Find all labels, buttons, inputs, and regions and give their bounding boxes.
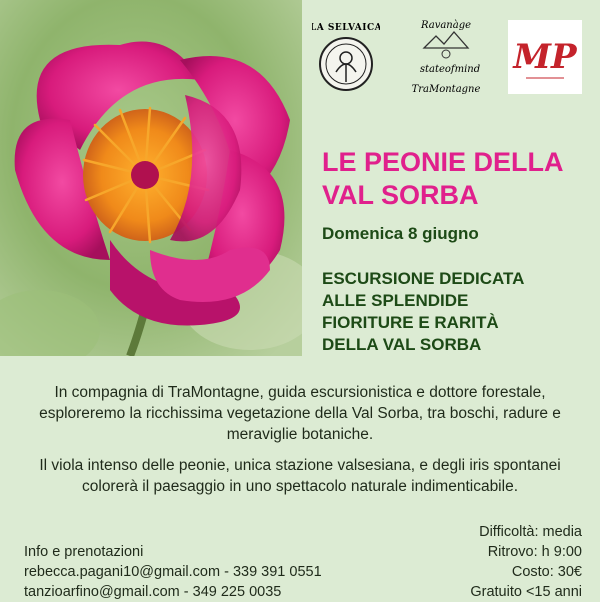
difficulty: Difficoltà: media bbox=[479, 524, 582, 540]
ravanage-logo-subtext: stateofmind bbox=[419, 64, 481, 75]
subtitle-line-4: DELLA VAL SORBA bbox=[322, 335, 482, 354]
event-date: Domenica 8 giugno bbox=[322, 224, 479, 243]
ravanage-logo-text: Ravanàge bbox=[420, 20, 472, 31]
peony-photo bbox=[0, 0, 302, 356]
subtitle-line-1: ESCURSIONE DEDICATA bbox=[322, 269, 525, 288]
contact-line-1: rebecca.pagani10@gmail.com - 339 391 0551 bbox=[24, 564, 322, 580]
event-details bbox=[470, 522, 582, 602]
contact-label: Info e prenotazioni bbox=[24, 544, 144, 560]
title-line-2: VAL SORBA bbox=[322, 180, 479, 210]
subtitle-line-2: ALLE SPLENDIDE bbox=[322, 291, 469, 310]
ravanage-logo bbox=[410, 14, 482, 100]
event-subtitle bbox=[322, 268, 592, 356]
contact-line-2: tanzioarfino@gmail.com - 349 225 0035 bbox=[24, 584, 282, 600]
meeting-time: Ritrovo: h 9:00 bbox=[487, 544, 582, 560]
mp-logo bbox=[508, 20, 582, 94]
title-line-1: LE PEONIE DELLA bbox=[322, 147, 564, 177]
peony-flower-illustration bbox=[0, 0, 302, 356]
mp-logo-text: MP bbox=[513, 37, 577, 77]
tramontagne-logo-text: TraMontagne bbox=[411, 84, 481, 95]
contact-info bbox=[24, 542, 322, 602]
event-title bbox=[322, 146, 594, 212]
subtitle-line-3: FIORITURE E RARITÀ bbox=[322, 313, 499, 332]
free-entry: Gratuito <15 anni bbox=[470, 584, 582, 600]
description-paragraph-2: Il viola intenso delle peonie, unica stazione valsesiana, e degli iris spontanei colorerà il paesaggio in uno spettacolo naturale indimenticabile. bbox=[39, 457, 561, 495]
description-paragraph-1: In compagnia di TraMontagne, guida escursionistica e dottore forestale, esploreremo la ricchissima vegetazione della Val Sorba, tra boschi, radure e meraviglie botaniche. bbox=[39, 384, 561, 443]
selvaica-logo bbox=[312, 16, 380, 96]
selvaica-logo-text: LA SELVAICA bbox=[312, 23, 380, 33]
partner-logos bbox=[310, 14, 592, 104]
cost: Costo: 30€ bbox=[511, 564, 582, 580]
